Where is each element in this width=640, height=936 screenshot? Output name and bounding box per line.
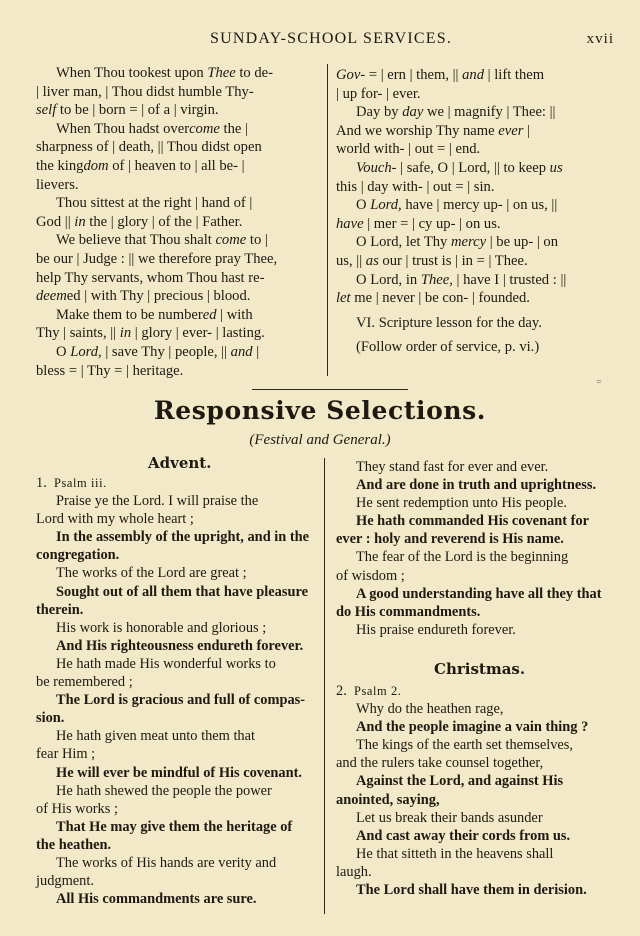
- verse-line: fear Him ;: [36, 746, 96, 763]
- section-heading: Responsive Selections.: [153, 396, 487, 425]
- response-line: And cast away their cords from us.: [356, 827, 571, 844]
- response-line: And are done in truth and uprightness.: [356, 477, 597, 494]
- text-line: When Thou hadst overcome the |: [56, 120, 248, 137]
- response-line: The Lord shall have them in derision.: [356, 882, 587, 899]
- text-line: VI. Scripture lesson for the day.: [356, 314, 542, 331]
- text-line: We believe that Thou shalt come to |: [56, 232, 268, 249]
- text-line: O Lord, have | mercy up- | on us, ||: [356, 197, 558, 214]
- text-line: When Thou tookest upon Thee to de-: [56, 65, 273, 81]
- text-line: O Lord, | save Thy | people, || and |: [56, 343, 260, 360]
- verse-line: Let us break their bands asunder: [356, 809, 543, 826]
- running-header: [0, 30, 640, 52]
- response-line: A good understanding have all they that: [356, 585, 602, 602]
- text-line: Thy | saints, || in | glory | ever- | lasting.: [36, 325, 265, 342]
- psalm-reference: 2. Psalm 2.: [336, 683, 402, 699]
- response-line: anointed, saying,: [336, 791, 440, 808]
- text-line: | liver man, | Thou didst humble Thy-: [36, 83, 254, 100]
- right-column-top: [336, 66, 616, 357]
- response-line: sion.: [36, 710, 65, 727]
- response-line: the heathen.: [36, 836, 112, 853]
- text-line: Vouch- | safe, O | Lord, || to keep us: [356, 159, 563, 176]
- ink-mark: ⁼: [596, 378, 602, 390]
- verse-line: The fear of the Lord is the beginning: [356, 549, 569, 566]
- left-column-top: [36, 64, 320, 380]
- verse-line: laugh.: [336, 863, 372, 880]
- text-line: lievers.: [36, 176, 79, 193]
- advent-psalm-continued: [336, 458, 616, 639]
- text-line: Thou sittest at the right | hand of |: [56, 195, 253, 212]
- section-subheading: (Festival and General.): [249, 432, 391, 448]
- text-line: O Lord, let Thy mercy | be up- | on: [356, 234, 559, 251]
- text-line: let me | never | be con- | founded.: [336, 290, 530, 307]
- christmas-heading: Christmas.: [434, 660, 526, 678]
- running-title: SUNDAY-SCHOOL SERVICES.: [210, 30, 453, 47]
- text-line: (Follow order of service, p. vi.): [356, 339, 540, 356]
- text-line: Gov- = | ern | them, || and | lift them: [336, 67, 545, 83]
- verse-line: of wisdom ;: [336, 567, 405, 584]
- verse-line: He that sitteth in the heavens shall: [356, 845, 554, 862]
- text-line: help Thy servants, whom Thou hast re-: [36, 269, 265, 286]
- response-line: All His commandments are sure.: [56, 891, 257, 908]
- text-line: bless = | Thy = | heritage.: [36, 362, 184, 379]
- verse-line: Why do the heathen rage,: [356, 701, 504, 718]
- text-line: | up for- | ever.: [336, 85, 421, 102]
- verse-line: and the rulers take counsel together,: [336, 755, 544, 772]
- text-line: deemed | with Thy | precious | blood.: [36, 288, 251, 305]
- verse-line: The kings of the earth set themselves,: [356, 737, 573, 754]
- text-line: have | mer = | cy up- | on us.: [336, 215, 501, 232]
- text-line: the kingdom of | heaven to | all be- |: [36, 157, 245, 174]
- text-line: sharpness of | death, || Thou didst open: [36, 139, 262, 156]
- verse-line: be remembered ;: [36, 674, 133, 691]
- text-line: us, || as our | trust is | in = | Thee.: [336, 252, 528, 269]
- verse-line: The works of His hands are verity and: [56, 854, 277, 871]
- verse-line: He sent redemption unto His people.: [356, 495, 568, 512]
- text-line: this | day with- | out = | sin.: [336, 178, 495, 195]
- text-line: Day by day we | magnify | Thee: ||: [356, 104, 556, 121]
- response-line: do His commandments.: [336, 603, 481, 620]
- verse-line: Lord with my whole heart ;: [36, 511, 194, 528]
- christmas-psalm: [336, 682, 616, 899]
- verse-line: They stand fast for ever and ever.: [356, 459, 549, 475]
- text-line: self to be | born = | of a | virgin.: [36, 102, 219, 119]
- verse-line: The works of the Lord are great ;: [56, 565, 247, 582]
- response-line: And the people imagine a vain thing ?: [356, 719, 589, 736]
- verse-line: He hath shewed the people the power: [56, 782, 272, 799]
- response-line: That He may give them the heritage of: [56, 818, 293, 835]
- advent-psalm: [36, 474, 320, 908]
- psalm-reference: 1. Psalm iii.: [36, 475, 107, 491]
- verse-line: Praise ye the Lord. I will praise the: [56, 493, 259, 510]
- page-number: xvii: [586, 31, 614, 47]
- response-line: He hath commanded His covenant for: [356, 513, 590, 530]
- response-line: ever : holy and reverend is His name.: [336, 531, 564, 548]
- text-line: be our | Judge : || we therefore pray Thee,: [36, 250, 278, 267]
- text-line: And we worship Thy name ever |: [336, 122, 530, 139]
- response-line: He will ever be mindful of His covenant.: [56, 764, 302, 781]
- text-line: God || in the | glory | of the | Father.: [36, 213, 243, 230]
- response-line: Sought out of all them that have pleasure: [56, 583, 308, 600]
- text-line: Make them to be numbered | with: [56, 306, 253, 323]
- verse-line: judgment.: [36, 873, 94, 890]
- verse-line: of His works ;: [36, 800, 118, 817]
- response-line: In the assembly of the upright, and in the: [56, 529, 310, 546]
- column-divider: [327, 64, 328, 376]
- text-line: world with- | out = | end.: [336, 141, 481, 158]
- advent-heading: Advent.: [148, 454, 212, 472]
- verse-line: He hath given meat unto them that: [56, 728, 256, 745]
- response-line: Against the Lord, and against His: [356, 773, 564, 790]
- verse-line: His praise endureth forever.: [356, 621, 516, 638]
- response-line: And His righteousness endureth forever.: [56, 637, 304, 654]
- response-line: The Lord is gracious and full of compas-: [56, 692, 306, 709]
- section-rule: [252, 389, 408, 390]
- verse-line: He hath made His wonderful works to: [56, 655, 276, 672]
- text-line: O Lord, in Thee, | have I | trusted : ||: [356, 271, 567, 288]
- column-divider: [324, 458, 325, 914]
- verse-line: His work is honorable and glorious ;: [56, 619, 267, 636]
- response-line: therein.: [36, 601, 84, 618]
- response-line: congregation.: [36, 547, 120, 564]
